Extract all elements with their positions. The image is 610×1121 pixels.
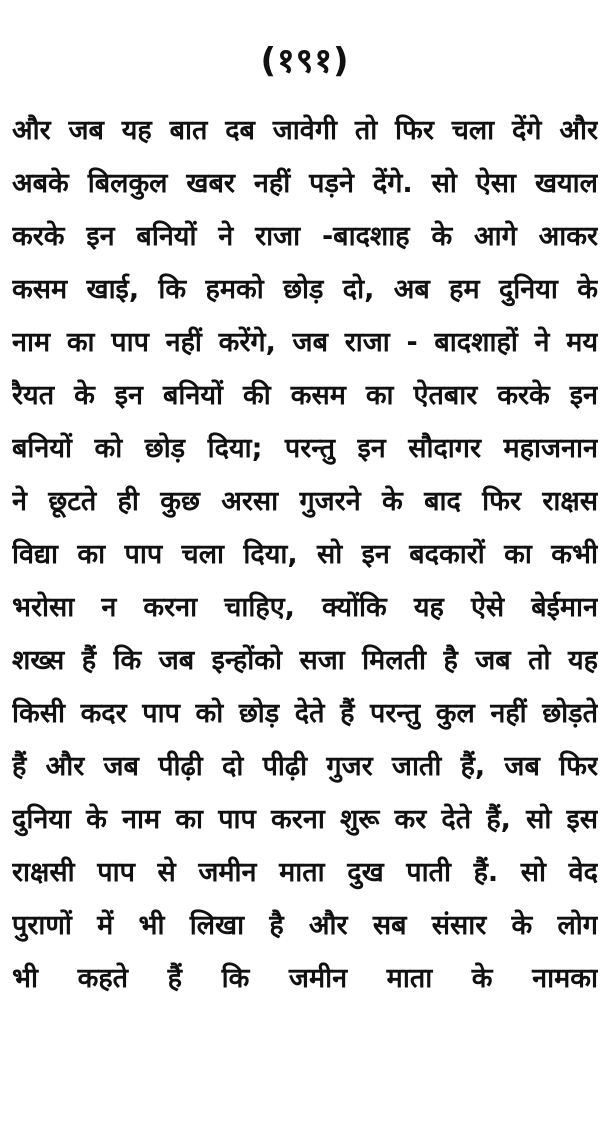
text-line: शख्स हैं कि जब इन्होंको सजा मिलती है जब तो यह bbox=[12, 645, 598, 676]
page-number: (१९१) bbox=[260, 41, 350, 81]
text-line: राक्षसी पाप से जमीन माता दुख पाती हैं. सो वेद bbox=[12, 857, 598, 888]
body-text bbox=[12, 104, 598, 1005]
text-line: भी कहते हैं कि जमीन माता के नामका bbox=[12, 963, 598, 994]
text-line: रैयत के इन बनियों की कसम का ऐतबार करके इन bbox=[12, 380, 598, 411]
text-line: करके इन बनियों ने राजा -बादशाह के आगे आकर bbox=[12, 221, 598, 252]
text-line: दुनिया के नाम का पाप करना शुरू कर देते हैं, सो इस bbox=[12, 804, 598, 835]
text-line: किसी कदर पाप को छोड़ देते हैं परन्तु कुल नहीं छोड़ते bbox=[12, 698, 598, 729]
text-line: कसम खाई, कि हमको छोड़ दो, अब हम दुनिया के bbox=[12, 274, 598, 305]
text-line: नाम का पाप नहीं करेंगे, जब राजा - बादशाहों ने मय bbox=[12, 327, 598, 358]
text-line: भरोसा न करना चाहिए, क्योंकि यह ऐसे बेईमान bbox=[12, 592, 598, 623]
text-line: हैं और जब पीढ़ी दो पीढ़ी गुजर जाती हैं, जब फिर bbox=[12, 751, 598, 782]
text-line: और जब यह बात दब जावेगी तो फिर चला देंगे और bbox=[12, 115, 598, 146]
text-line: विद्या का पाप चला दिया, सो इन बदकारों का कभी bbox=[12, 539, 598, 570]
text-line: बनियों को छोड़ दिया; परन्तु इन सौदागर महाजनान bbox=[12, 433, 598, 464]
text-line: अबके बिलकुल खबर नहीं पड़ने देंगे. सो ऐसा खयाल bbox=[12, 168, 598, 199]
text-line: पुराणों में भी लिखा है और सब संसार के लोग bbox=[12, 910, 598, 941]
text-line: ने छूटते ही कुछ अरसा गुजरने के बाद फिर राक्षस bbox=[12, 486, 598, 517]
